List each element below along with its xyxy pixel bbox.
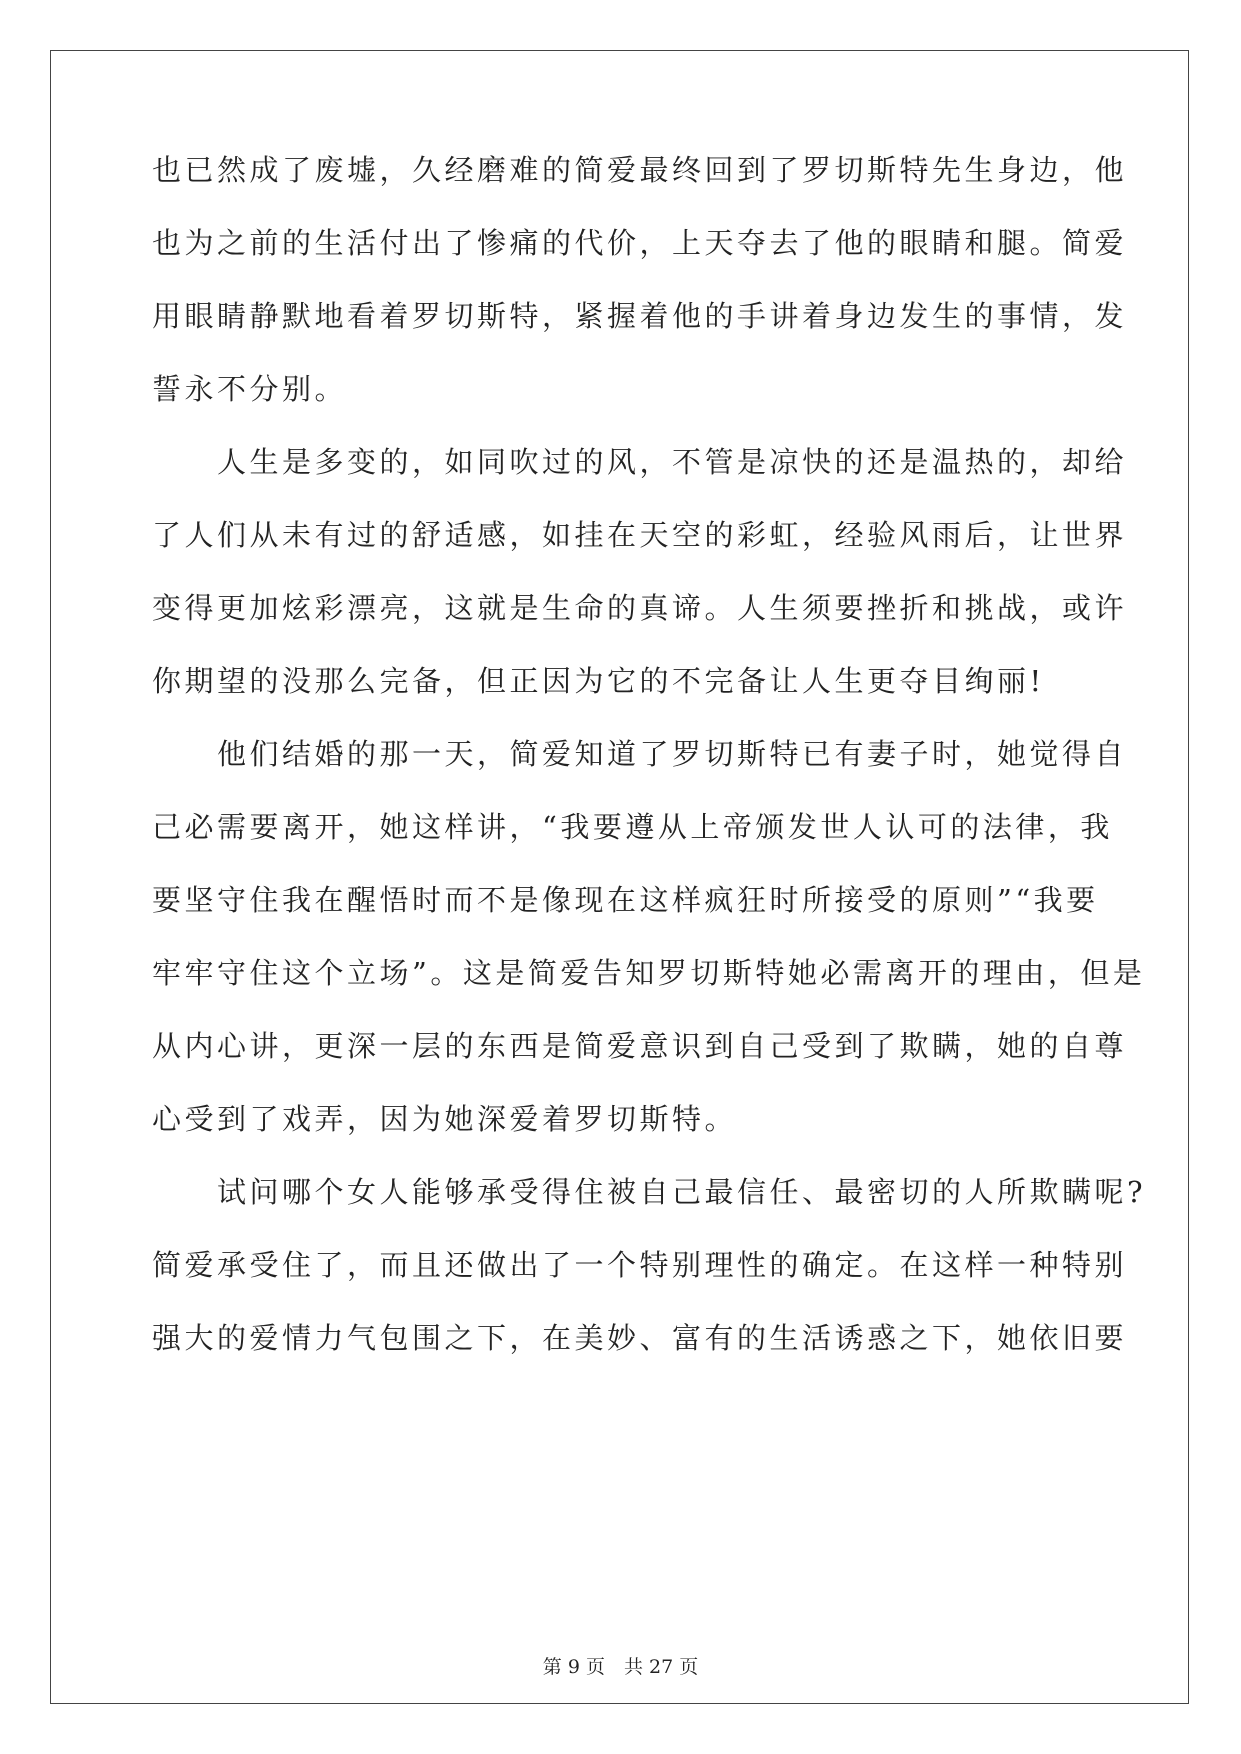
text-line: 变得更加炫彩漂亮，这就是生命的真谛。人生须要挫折和挑战，或许: [152, 591, 1128, 625]
text-line: 己必需要离开，她这样讲，“我要遵从上帝颁发世人认可的法律，我: [152, 810, 1113, 844]
text-line: 简爱承受住了，而且还做出了一个特别理性的确定。在这样一种特别: [152, 1248, 1128, 1282]
text-line: 要坚守住我在醒悟时而不是像现在这样疯狂时所接受的原则”“我要: [152, 883, 1099, 917]
text-line: 用眼睛静默地看着罗切斯特，紧握着他的手讲着身边发生的事情，发: [152, 299, 1128, 333]
text-line: 也为之前的生活付出了惨痛的代价，上天夺去了他的眼睛和腿。简爱: [152, 226, 1128, 260]
page-number-footer: [0, 1655, 1241, 1679]
page-number-label: 第 9 页 共 27 页: [542, 1656, 699, 1678]
text-line: 也已然成了废墟，久经磨难的简爱最终回到了罗切斯特先生身边，他: [152, 153, 1128, 187]
text-line: 誓永不分别。: [152, 372, 348, 406]
text-line: 他们结婚的那一天，简爱知道了罗切斯特已有妻子时，她觉得自: [152, 737, 1128, 771]
text-line: 人生是多变的，如同吹过的风，不管是凉快的还是温热的，却给: [152, 445, 1128, 479]
text-line: 试问哪个女人能够承受得住被自己最信任、最密切的人所欺瞒呢?: [152, 1175, 1147, 1209]
text-line: 你期望的没那么完备，但正因为它的不完备让人生更夺目绚丽!: [152, 664, 1045, 698]
text-line: 了人们从未有过的舒适感，如挂在天空的彩虹，经验风雨后，让世界: [152, 518, 1128, 552]
text-line: 强大的爱情力气包围之下，在美妙、富有的生活诱惑之下，她依旧要: [152, 1321, 1128, 1355]
text-line: 心受到了戏弄，因为她深爱着罗切斯特。: [152, 1102, 738, 1136]
text-line: 从内心讲，更深一层的东西是简爱意识到自己受到了欺瞒，她的自尊: [152, 1029, 1128, 1063]
text-line: 牢牢守住这个立场”。这是简爱告知罗切斯特她必需离开的理由，但是: [152, 956, 1146, 990]
